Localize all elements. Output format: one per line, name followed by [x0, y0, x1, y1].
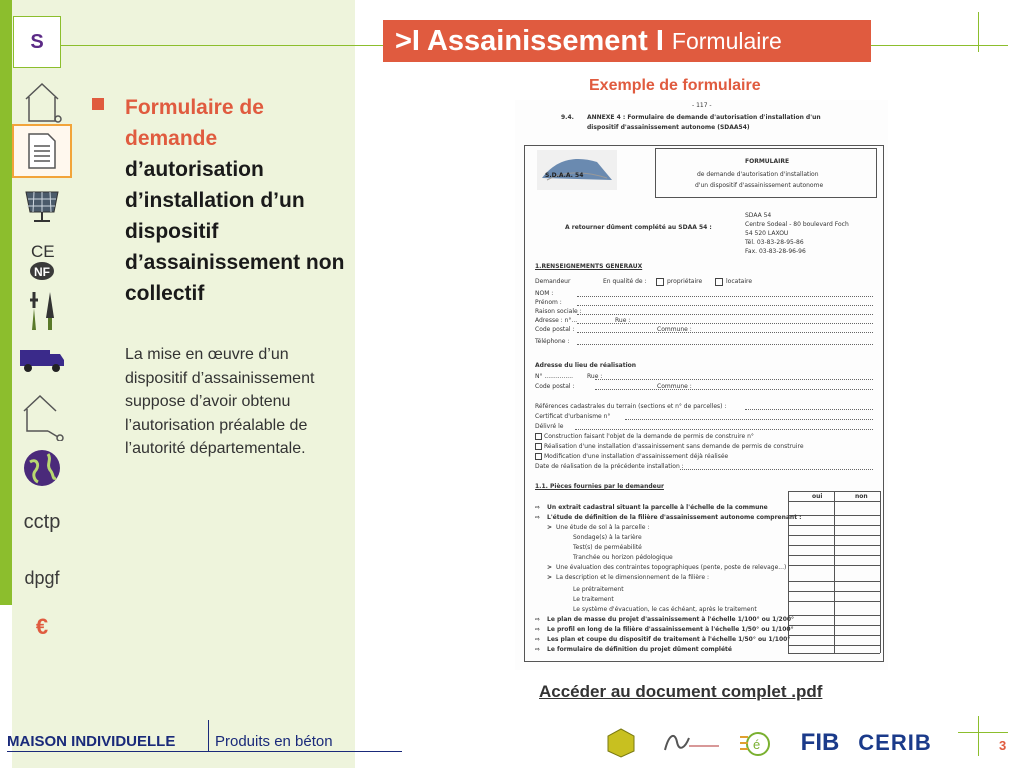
heading-accent: Formulaire de demande [125, 96, 264, 150]
bullet-marker [92, 98, 104, 110]
doc-proprietaire: propriétaire [667, 278, 703, 285]
doc-check-proprietaire [656, 278, 664, 286]
doc-chevron-icon: > [547, 574, 553, 581]
solar-panel-icon [22, 188, 62, 224]
doc-piece-item: La description et le dimensionnement de la filière : [556, 574, 710, 581]
doc-piece-item: Le formulaire de définition du projet dûment complété [547, 646, 732, 653]
page-number: 3 [999, 738, 1007, 753]
house-outline-icon [22, 81, 62, 125]
footer-subtitle: Produits en béton [215, 733, 333, 750]
doc-arrow-icon: ⇨ [535, 646, 541, 653]
doc-arrow-icon: ⇨ [535, 616, 541, 623]
doc-lieu-commune: Commune : [657, 383, 692, 390]
doc-piece-item: Un extrait cadastral situant la parcelle à l'échelle de la commune [547, 504, 768, 511]
cerpet-logo-icon [661, 728, 721, 758]
cerpet-logo [660, 726, 722, 760]
title-sub: Formulaire [671, 27, 782, 54]
doc-grid-col-line [834, 491, 835, 653]
doc-check-label: Construction faisant l'objet de la demande de permis de construire n° [544, 433, 754, 440]
svg-text:é: é [753, 737, 761, 752]
doc-check-locataire [715, 278, 723, 286]
section-heading [125, 92, 350, 309]
doc-chevron-icon: > [547, 524, 553, 531]
e-label-logo [737, 726, 771, 760]
doc-delivre-line [575, 429, 873, 430]
e-label-logo-icon [738, 727, 770, 759]
ce-nf-mark-icon [26, 239, 58, 283]
doc-field-label: Téléphone : [535, 338, 570, 345]
doc-arrow-icon: ⇨ [535, 626, 541, 633]
nav-house-button[interactable] [14, 78, 70, 128]
nav-tools-button[interactable] [14, 286, 70, 336]
doc-col-oui: oui [812, 493, 823, 500]
doc-address-4: Tél. 03-83-28-95-86 [745, 239, 804, 246]
nav-document-button[interactable] [14, 126, 70, 176]
title-banner [383, 20, 871, 62]
header-rule-left [60, 45, 383, 46]
doc-section1: 1.RENSEIGNEMENTS GENERAUX [535, 263, 643, 270]
globe-icon [22, 448, 62, 488]
nav-cctp-button[interactable]: cctp [23, 510, 61, 533]
doc-piece-item: L'étude de définition de la filière d'assainissement autonome comprenant : [547, 514, 802, 521]
doc-date-realisation: Date de réalisation de la précédente installation : [535, 463, 684, 470]
doc-address-2: Centre Sodeal - 80 boulevard Foch [745, 221, 849, 228]
doc-form-sub1: de demande d'autorisation d'installation [697, 171, 819, 178]
doc-certificat: Certificat d'urbanisme n° [535, 413, 611, 420]
document-caption: Exemple de formulaire [589, 77, 761, 94]
doc-lieu-title: Adresse du lieu de réalisation [535, 362, 637, 369]
doc-piece-item: Le traitement [573, 596, 614, 603]
doc-address-3: 54 520 LAXOU [745, 230, 789, 237]
doc-refs-line [745, 409, 873, 410]
nav-truck-button[interactable] [14, 334, 70, 384]
doc-refs: Références cadastrales du terrain (sections et n° de parcelles) : [535, 403, 727, 410]
document-icon [26, 132, 58, 170]
nav-dpgf-button[interactable]: dpgf [24, 567, 60, 588]
doc-grid-col-line [880, 491, 881, 653]
doc-arrow-icon: ⇨ [535, 504, 541, 511]
left-green-bar [0, 0, 12, 605]
doc-section11: 1.1. Pièces fournies par le demandeur [535, 483, 664, 490]
doc-arrow-icon: ⇨ [535, 636, 541, 643]
nav-globe-button[interactable] [14, 443, 70, 493]
doc-lieu-label: Code postal : [535, 383, 575, 390]
doc-piece-item: Une étude de sol à la parcelle : [556, 524, 650, 531]
footer-title: MAISON INDIVIDUELLE [7, 733, 176, 750]
doc-commune-label: Commune : [657, 326, 692, 333]
doc-locataire: locataire [726, 278, 753, 285]
doc-piece-item: Une évaluation des contraintes topographiques (pente, poste de relevage...) [556, 564, 787, 571]
doc-field-label: Adresse : n°... [535, 317, 578, 324]
doc-delivre: Délivré le [535, 423, 564, 430]
doc-checkbox [535, 433, 542, 440]
doc-grid-row-line [788, 653, 880, 654]
sdaa-logo-icon [537, 150, 617, 190]
doc-demandeur: Demandeur [535, 278, 571, 285]
header-rule-right [871, 45, 1008, 46]
doc-cert-line [625, 419, 873, 420]
doc-piece-item: Sondage(s) à la tarière [573, 534, 642, 541]
nav-ce-nf-button[interactable] [14, 236, 70, 286]
doc-lieu-label: N° ............... [535, 373, 574, 380]
doc-field-line [577, 314, 873, 315]
pdf-download-link[interactable]: Accéder au document complet .pdf [539, 682, 823, 701]
house-connection-icon [20, 393, 64, 441]
ecole-francaise-beton-logo [604, 726, 638, 760]
truck-icon [18, 344, 66, 374]
doc-piece-item: Test(s) de perméabilité [573, 544, 642, 551]
doc-field-line [577, 332, 873, 333]
doc-piece-item: Les plan et coupe du dispositif de traitement à l'échelle 1/50° ou 1/100° [547, 636, 791, 643]
doc-annex-line1: ANNEXE 4 : Formulaire de demande d'autorisation d'installation d'un [587, 114, 821, 121]
heading-rest: d’autorisation d’installation d’un dispositif d’assainissement non collectif [125, 158, 345, 305]
doc-piece-item: Le plan de masse du projet d'assainissement à l'échelle 1/100° ou 1/200° [547, 616, 795, 623]
nav-s-button[interactable]: S [14, 17, 60, 67]
doc-field-line [577, 296, 873, 297]
cerib-logo: CERIB [858, 730, 932, 755]
nav-solar-panel-button[interactable] [14, 181, 70, 231]
doc-annex-number: 9.4. [561, 114, 574, 121]
doc-rue-label: Rue : [615, 317, 631, 324]
svg-text:NF: NF [34, 265, 50, 279]
doc-lieu-rue: Rue : [587, 373, 603, 380]
doc-grid-frame [788, 491, 880, 653]
doc-piece-item: Tranchée ou horizon pédologique [573, 554, 673, 561]
nav-euro-button[interactable]: € [35, 614, 49, 639]
doc-field-label: NOM : [535, 290, 554, 297]
doc-checkbox [535, 453, 542, 460]
description-paragraph: La mise en œuvre d’un dispositif d’assainissement suppose d’avoir obtenu l’autorisation préalable de l’autorité départementale. [125, 346, 315, 457]
doc-annex-line2: dispositif d'assainissement autonome (SDAA54) [587, 124, 750, 131]
doc-page-number: - 117 - [692, 102, 712, 109]
doc-col-non: non [855, 493, 868, 500]
doc-field-label: Prénom : [535, 299, 562, 306]
doc-qualite: En qualité de : [603, 278, 647, 285]
doc-logo-text: S.D.A.A. 54 [545, 172, 584, 179]
doc-check-label: Modification d'une installation d'assainissement déjà réalisée [544, 453, 729, 460]
doc-field-line [577, 344, 873, 345]
doc-field-line [577, 305, 873, 306]
doc-chevron-icon: > [547, 564, 553, 571]
doc-date-line [680, 469, 873, 470]
title-main: >I Assainissement I [395, 24, 664, 57]
footer-tick-h [958, 732, 1008, 733]
doc-piece-item: Le prétraitement [573, 586, 624, 593]
footer-tick-v [978, 716, 979, 756]
ecole-logo-icon [606, 727, 636, 759]
doc-address-5: Fax. 03-83-28-96-96 [745, 248, 806, 255]
tools-icon [24, 288, 60, 334]
doc-arrow-icon: ⇨ [535, 514, 541, 521]
nav-house-connection-button[interactable] [14, 392, 70, 442]
footer-rule [7, 751, 402, 752]
doc-piece-item: Le profil en long de la filière d'assainissement à l'échelle 1/50° ou 1/100° [547, 626, 794, 633]
svg-text:CE: CE [31, 242, 55, 261]
doc-piece-item: Le système d'évacuation, le cas échéant, après le traitement [573, 606, 757, 613]
doc-form-title: FORMULAIRE [745, 158, 790, 165]
doc-lieu-line [595, 389, 873, 390]
doc-address-1: SDAA 54 [745, 212, 772, 219]
doc-check-label: Réalisation d'une installation d'assainissement sans demande de permis de construire [544, 443, 804, 450]
doc-form-sub2: d'un dispositif d'assainissement autonome [695, 182, 824, 189]
footer-divider [208, 720, 209, 752]
doc-field-label: Code postal : [535, 326, 575, 333]
fib-logo: FIB [800, 729, 840, 756]
header-tick [978, 12, 979, 52]
form-document-image [515, 100, 888, 670]
doc-field-label: Raison sociale : [535, 308, 582, 315]
doc-lieu-line [595, 379, 873, 380]
doc-return-text: A retourner dûment complété au SDAA 54 : [565, 224, 712, 231]
doc-checkbox [535, 443, 542, 450]
